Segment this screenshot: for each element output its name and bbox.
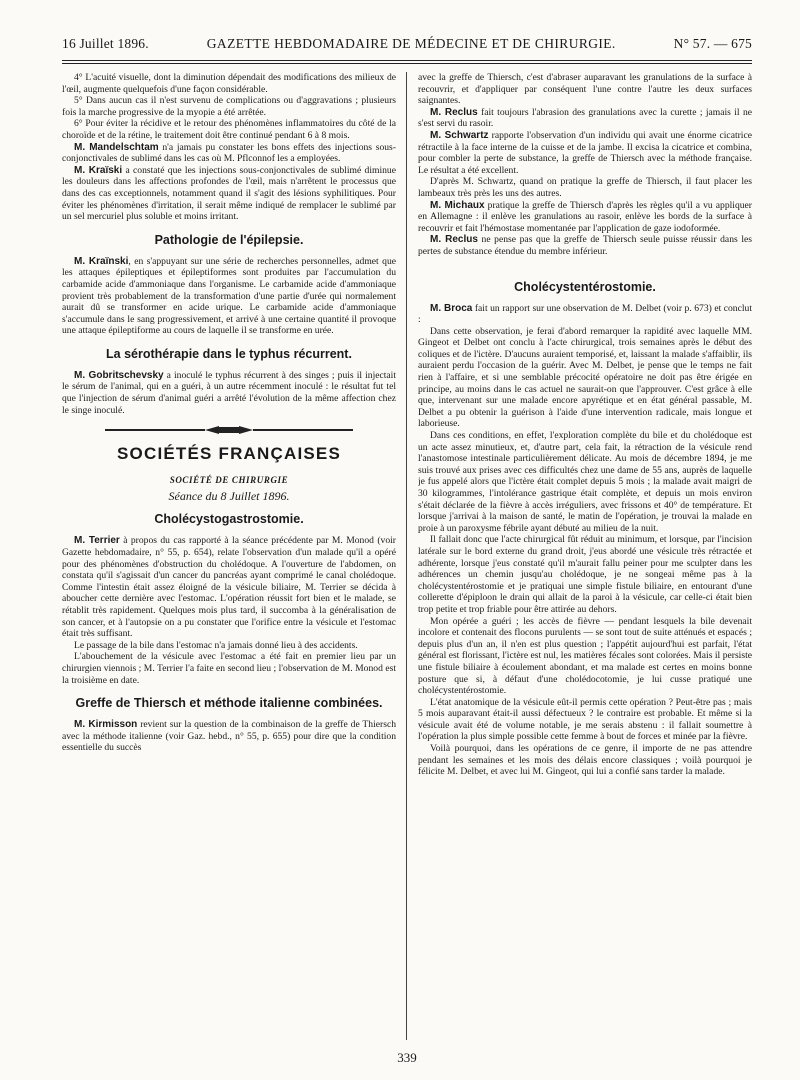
journal-page: [62, 36, 752, 1066]
ornament-bar-left: [105, 429, 205, 431]
speaker-name: M. Broca: [430, 302, 473, 314]
paragraph-text: rapporte l'observation d'un individu qui avait une énorme cicatrice rétractile à la face interne de la cuisse et de la jambe. Il excisa la cicatrice et combina, pour combler la perte de substance, la greffe de Thiersch avec la méthode française. Le résultat a été excellent.: [418, 129, 752, 176]
page-number: 339: [397, 1050, 417, 1065]
paragraph: 6° Pour éviter la récidive et le retour des phénomènes inflammatoires du côté de la choroïde et de la rétine, le traitement doit être continué pendant 6 à 8 mois.: [62, 118, 396, 141]
paragraph: [62, 256, 396, 337]
speaker-name: M. Michaux: [430, 199, 485, 211]
paragraph: D'après M. Schwartz, quand on pratique la greffe de Thiersch, il faut placer les lambeaux très près les uns des autres.: [418, 176, 752, 199]
section-heading-epilepsie: Pathologie de l'épilepsie.: [154, 232, 304, 247]
speaker-name: M. Kraïski: [74, 164, 123, 176]
paragraph-text: à propos du cas rapporté à la séance précédente par M. Monod (voir Gazette hebdomadaire, n° 55, p. 654), relate l'observation d'un malade qu'il a opéré pour des phénomènes d'obstruction du cholédoque. A l'ouverture de l'abdomen, on constata qu'il s'agissait d'un cancer du pancréas ayant comprimé le canal cholédoque. Comme l'intestin était assez éloigné de la vésicule biliaire, M. Terrier se décida à aboucher cette dernière avec l'estomac. L'opération réussit fort bien et le malade, se rétablit très rapidement. Quelques mois plus tard, il succomba à la généralisation de son cancer, et à l'autopsie on a pu constater que l'orifice entre la vésicule et l'estomac était très suffisant.: [62, 535, 396, 640]
section-heading-gastrostomie: Cholécystogastrostomie.: [154, 512, 304, 527]
speaker-name: M. Kirmisson: [74, 719, 138, 731]
paragraph: Mon opérée a guéri ; les accès de fièvre — pendant lesquels la bile devenait incolore et contenait des flocons purulents — se sont tout de suite atténués et espacés ; depuis plus d'un an, il n'en est plus question ; l'appétit aujourd'hui est parfait, l'état général est florissant, l'ictère est nul, les matières fécales sont colorées. Mais il persiste une fistule biliaire à écoulement abondant, et ma malade est certes en moins bonne posture que si, à défaut d'une cholédocotomie, je lui cusse pratiqué une cholécystentérostomie.: [418, 615, 752, 697]
speaker-name: M. Reclus: [430, 234, 478, 246]
paragraph-text: n'a jamais pu constater les bons effets des injections sous-conjonctivales de sublimé dans les cas où M. Pflconnof les a employées.: [62, 141, 396, 165]
ornament-center: [219, 427, 239, 433]
paragraph: Il fallait donc que l'acte chirurgical fût réduit au minimum, et lorsque, par l'incision latérale sur le bord externe du grand droit, j'eus abordé une vésicule très rétractée et adhérente, lorsque j'eus constaté qu'il m'aurait fallu peiner pour me sculpter dans les adhérences un chemin jusqu'au cholédoque, je ne songeai même pas à la cholécystentérostomie et je pratiquai une simple fistule biliaire, en entourant d'une collerette d'épiploon le drain qui allait de la paroi à la vésicule, car celle-ci était bien trop petite et trop friable pour être attirée au dehors.: [418, 534, 752, 615]
section-heading-societes: SOCIÉTÉS FRANÇAISES: [117, 444, 341, 464]
speaker-name: M. Kraïnski: [74, 255, 129, 267]
running-header: [62, 36, 752, 56]
paragraph: [62, 165, 396, 223]
paragraph: L'abouchement de la vésicule avec l'estomac a été fait en premier lieu par un chirurgien viennois ; M. Terrier l'a faite en second lieu ; l'observation de M. Monod est la troisième en date.: [62, 651, 396, 686]
paragraph: Voilà pourquoi, dans les opérations de ce genre, il importe de ne pas attendre pendant les semaines et les mois des délais encore classiques ; voilà pourquoi je félicite M. Delbet, et avec lui M. Gingeot, qui lui a confié sans tarder la malade.: [418, 743, 752, 778]
society-name: SOCIÉTÉ DE CHIRURGIE: [169, 475, 289, 486]
header-journal-title: GAZETTE HEBDOMADAIRE DE MÉDECINE ET DE CHIRURGIE.: [206, 36, 616, 51]
paragraph: 4° L'acuité visuelle, dont la diminution dépendait des modifications des milieux de l'œil, augmente quelquefois d'une façon considérable.: [62, 72, 396, 95]
paragraph-text: , en s'appuyant sur une série de recherches personnelles, admet que les attaques épileptiques et épileptiformes sont produites par l'accumulation du carbamide acide d'ammoniaque dans l'organisme. Le carbamide acide d'ammoniaque provient très probablement de la transformation d'une partie d'urée qui normalement aurait dû se transformer en acide urique. Le carbamide acide d'ammoniaque s'accumule dans le sang progressivement, et arrivé à une certaine quantité il provoque une attaque épileptiforme au cours de laquelle il se transforme en urée.: [62, 255, 396, 337]
paragraph: Dans cette observation, je ferai d'abord remarquer la rapidité avec laquelle MM. Gingeot et Delbet ont conclu à l'acte chirurgical, trois semaines après le début des coliques et de l'ictère. D'aucuns auraient temporisé, et, laissant la malade s'affaiblir, ils auraient perdu l'occasion de la guérir. Avec M. Delbet, je pense que le temps ne fait rien à l'affaire, et si une semblable précocité opératoire ne doit pas être érigée en principe, au moins dans le cas actuel ne saurait-on que l'approuver. C'est grâce à elle que, intervenant sur une malade encore apyrétique et en état général passable, M. Delbet a pu obtenir la guérison à l'aide d'une intervention radicale, mais longue et laborieuse.: [418, 325, 752, 430]
speaker-name: M. Reclus: [430, 106, 478, 118]
paragraph: [62, 719, 396, 754]
speaker-name: M. Gobritschevsky: [74, 369, 164, 381]
left-column: [62, 72, 396, 1040]
paragraph-text: pratique la greffe de Thiersch d'après les règles qu'il a vu appliquer en Allemagne : il enlève les granulations au rasoir, enlève les bords de la surface à recouvrir et fait l'hémostase momentanée par l'application de gaze iodoformée.: [418, 199, 752, 234]
paragraph-text: ne pense pas que la greffe de Thiersch seule puisse réussir dans les pertes de substance étendue du membre inférieur.: [418, 234, 752, 257]
right-column: [418, 72, 752, 1040]
paragraph-text: fait toujours l'abrasion des granulations avec la curette ; jamais il ne s'est servi du rasoir.: [418, 106, 752, 130]
ornament-bar-right: [253, 429, 353, 431]
paragraph: 5° Dans aucun cas il n'est survenu de complications ou d'aggravations ; plusieurs fois la marche progressive de la myopie a été arrêtée.: [62, 95, 396, 118]
paragraph: [418, 234, 752, 257]
section-heading-enterostomie: Cholécystentérostomie.: [514, 279, 656, 294]
paragraph: L'état anatomique de la vésicule eût-il permis cette opération ? Peut-être pas ; mais 5 mois auparavant était-il aussi défectueux ? le contraire est probable. Et même si la vésicule avait été de volume notable, je me serais abstenu : il fallait soumettre à l'opération la plus simple possible cette femme à bout de forces et minée par la fièvre.: [418, 696, 752, 743]
section-heading-greffe: Greffe de Thiersch et méthode italienne combinées.: [75, 696, 383, 711]
ornament-arrow-right: [239, 426, 253, 434]
speaker-name: M. Mandelschtam: [74, 141, 159, 153]
header-date: 16 Juillet 1896.: [62, 36, 149, 51]
paragraph: [418, 303, 752, 326]
two-column-body: [62, 72, 752, 1040]
paragraph: Dans ces conditions, en effet, l'exploration complète du bile et du cholédoque est un acte assez minutieux, et, d'autre part, cela fait, la rétraction de la vésicule rend l'anastomose intestinale particulièrement délicate. Au mois de décembre 1894, je me suis trouvé aux prises avec ces difficultés chez une dame de 55 ans, auprès de laquelle je fus appelé alors que l'ictère était complet depuis 5 mois ; la malade avait maigri de 30 kilogrammes, l'intolérance gastrique était complète, et depuis un mois environ s'était déclarée de la fièvre à accès irréguliers, avec frissons et 40° de température. Et lorsque j'arrivai à la maison de santé, le matin de l'opération, je trouvai la malade en proie à un paroxysme fébrile ayant débuté au milieu de la nuit.: [418, 430, 752, 534]
paragraph: [62, 535, 396, 639]
header-rule: [62, 60, 752, 64]
header-issue-page: N° 57. — 675: [673, 36, 752, 51]
speaker-name: M. Terrier: [74, 535, 120, 547]
speaker-name: M. Schwartz: [430, 129, 489, 141]
paragraph-text: a inoculé le typhus récurrent à des singes ; puis il injectait le sérum de l'animal, qui en a guéri, à un autre récemment inoculé : le résultat fut tel que l'injection de sérum d'animal guéri a arrêté l'évolution de la même affection chez le singe inoculé.: [62, 369, 396, 416]
paragraph: [62, 370, 396, 416]
paragraph-text: a constaté que les injections sous-conjonctivales de sublimé diminue les douleurs dans les affections profondes de l'œil, mais n'arrêtent le processus que dans des cas exceptionnels, notamment quand il s'agit des lésions syphilitiques. Pour éviter les phénomènes d'irritation, il serait même indiqué de remplacer le sublimé par un sel mercuriel plus soluble et moins irritant.: [62, 164, 396, 223]
paragraph-text: revient sur la question de la combinaison de la greffe de Thiersch avec la méthode italienne (voir Gaz. hebd., n° 55, p. 655) pour dire que la condition essentielle du succès: [62, 719, 396, 754]
paragraph: [418, 200, 752, 235]
ornamental-rule: [62, 426, 396, 434]
paragraph: [418, 107, 752, 130]
ornament-arrow-left: [205, 426, 219, 434]
column-divider: [406, 72, 407, 1040]
paragraph: avec la greffe de Thiersch, c'est d'abraser auparavant les granulations de la surface à recouvrir, et d'appliquer par conséquent l'une contre l'autre les deux surfaces saignantes.: [418, 72, 752, 107]
paragraph: [62, 142, 396, 165]
section-heading-typhus: La sérothérapie dans le typhus récurrent.: [106, 346, 352, 361]
paragraph-text: fait un rapport sur une observation de M. Delbet (voir p. 673) et conclut :: [418, 302, 752, 326]
paragraph: [418, 130, 752, 176]
session-date: Séance du 8 Juillet 1896.: [168, 488, 290, 503]
paragraph: Le passage de la bile dans l'estomac n'a jamais donné lieu à des accidents.: [74, 639, 358, 651]
